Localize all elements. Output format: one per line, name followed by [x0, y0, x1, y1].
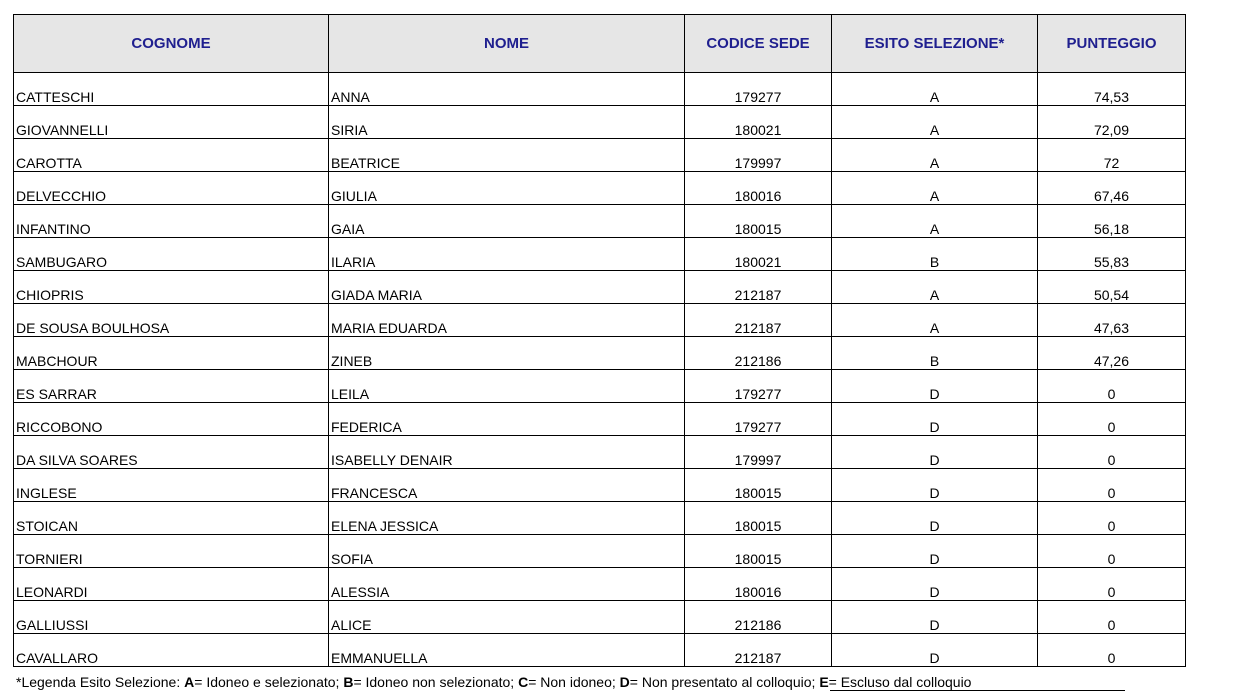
cell-punteggio: 0: [1038, 403, 1186, 436]
legend-note: [16, 674, 971, 690]
table-row: [14, 535, 1186, 568]
legend-key-d: D: [619, 674, 630, 690]
legend-key-a: A: [184, 674, 195, 690]
cell-codice-sede: 180021: [685, 238, 832, 271]
cell-nome: GIADA MARIA: [329, 271, 685, 304]
legend-text-b: = Idoneo non selezionato;: [353, 674, 519, 690]
cell-esito: D: [832, 634, 1038, 667]
cell-punteggio: 55,83: [1038, 238, 1186, 271]
cell-cognome: CAROTTA: [14, 139, 329, 172]
header-cognome: COGNOME: [14, 15, 329, 73]
cell-esito: A: [832, 205, 1038, 238]
table-row: [14, 139, 1186, 172]
legend-key-b: B: [343, 674, 354, 690]
cell-esito: D: [832, 535, 1038, 568]
cell-punteggio: 50,54: [1038, 271, 1186, 304]
cell-cognome: INGLESE: [14, 469, 329, 502]
cell-cognome: INFANTINO: [14, 205, 329, 238]
cell-codice-sede: 179997: [685, 436, 832, 469]
table-row: [14, 271, 1186, 304]
table-row: [14, 403, 1186, 436]
cell-punteggio: 0: [1038, 502, 1186, 535]
cell-cognome: GALLIUSSI: [14, 601, 329, 634]
cell-codice-sede: 180015: [685, 205, 832, 238]
table-row: [14, 370, 1186, 403]
legend-underline: [830, 690, 1125, 691]
legend-key-c: C: [518, 674, 529, 690]
cell-nome: SIRIA: [329, 106, 685, 139]
table-row: [14, 634, 1186, 667]
cell-nome: FRANCESCA: [329, 469, 685, 502]
table-row: [14, 601, 1186, 634]
cell-cognome: DE SOUSA BOULHOSA: [14, 304, 329, 337]
cell-cognome: STOICAN: [14, 502, 329, 535]
cell-codice-sede: 180015: [685, 469, 832, 502]
legend-text-c: = Non idoneo;: [528, 674, 620, 690]
cell-punteggio: 0: [1038, 601, 1186, 634]
cell-codice-sede: 179997: [685, 139, 832, 172]
table-row: [14, 502, 1186, 535]
cell-cognome: CAVALLARO: [14, 634, 329, 667]
table-row: [14, 469, 1186, 502]
cell-punteggio: 0: [1038, 568, 1186, 601]
cell-cognome: LEONARDI: [14, 568, 329, 601]
cell-cognome: CHIOPRIS: [14, 271, 329, 304]
cell-codice-sede: 179277: [685, 403, 832, 436]
cell-codice-sede: 180015: [685, 535, 832, 568]
cell-cognome: DELVECCHIO: [14, 172, 329, 205]
cell-esito: B: [832, 238, 1038, 271]
cell-punteggio: 47,63: [1038, 304, 1186, 337]
cell-nome: ZINEB: [329, 337, 685, 370]
cell-cognome: ES SARRAR: [14, 370, 329, 403]
cell-esito: D: [832, 469, 1038, 502]
legend-text-e: = Escluso dal colloquio: [828, 674, 972, 690]
cell-esito: D: [832, 403, 1038, 436]
table-row: [14, 568, 1186, 601]
legend-text-d: = Non presentato al colloquio;: [629, 674, 820, 690]
cell-esito: A: [832, 172, 1038, 205]
header-esito-selezione: ESITO SELEZIONE*: [832, 15, 1038, 73]
table-row: [14, 172, 1186, 205]
cell-punteggio: 72: [1038, 139, 1186, 172]
table-row: [14, 238, 1186, 271]
cell-esito: D: [832, 370, 1038, 403]
cell-nome: BEATRICE: [329, 139, 685, 172]
cell-nome: GIULIA: [329, 172, 685, 205]
cell-punteggio: 72,09: [1038, 106, 1186, 139]
cell-punteggio: 67,46: [1038, 172, 1186, 205]
cell-esito: D: [832, 601, 1038, 634]
cell-codice-sede: 212187: [685, 271, 832, 304]
cell-nome: EMMANUELLA: [329, 634, 685, 667]
cell-codice-sede: 212186: [685, 337, 832, 370]
table-row: [14, 337, 1186, 370]
cell-cognome: CATTESCHI: [14, 73, 329, 106]
cell-nome: ELENA JESSICA: [329, 502, 685, 535]
cell-esito: D: [832, 502, 1038, 535]
cell-punteggio: 0: [1038, 469, 1186, 502]
header-codice-sede: CODICE SEDE: [685, 15, 832, 73]
header-punteggio: PUNTEGGIO: [1038, 15, 1186, 73]
legend-text-a: = Idoneo e selezionato;: [194, 674, 344, 690]
cell-esito: B: [832, 337, 1038, 370]
cell-punteggio: 47,26: [1038, 337, 1186, 370]
cell-nome: ANNA: [329, 73, 685, 106]
cell-esito: A: [832, 106, 1038, 139]
cell-cognome: SAMBUGARO: [14, 238, 329, 271]
cell-punteggio: 74,53: [1038, 73, 1186, 106]
table-header-row: [14, 15, 1186, 73]
results-table: [13, 14, 1186, 667]
table-row: [14, 436, 1186, 469]
cell-nome: ISABELLY DENAIR: [329, 436, 685, 469]
cell-nome: FEDERICA: [329, 403, 685, 436]
cell-punteggio: 0: [1038, 634, 1186, 667]
cell-codice-sede: 179277: [685, 370, 832, 403]
table-row: [14, 73, 1186, 106]
cell-nome: ALESSIA: [329, 568, 685, 601]
cell-codice-sede: 212186: [685, 601, 832, 634]
cell-nome: MARIA EDUARDA: [329, 304, 685, 337]
cell-esito: D: [832, 568, 1038, 601]
cell-codice-sede: 179277: [685, 73, 832, 106]
cell-codice-sede: 180016: [685, 568, 832, 601]
table-body: [14, 73, 1186, 667]
cell-cognome: TORNIERI: [14, 535, 329, 568]
table-row: [14, 106, 1186, 139]
cell-nome: LEILA: [329, 370, 685, 403]
cell-nome: ILARIA: [329, 238, 685, 271]
legend-key-e: E: [819, 674, 829, 690]
cell-cognome: RICCOBONO: [14, 403, 329, 436]
cell-punteggio: 0: [1038, 370, 1186, 403]
cell-esito: A: [832, 139, 1038, 172]
cell-cognome: MABCHOUR: [14, 337, 329, 370]
cell-nome: ALICE: [329, 601, 685, 634]
cell-cognome: DA SILVA SOARES: [14, 436, 329, 469]
cell-esito: A: [832, 73, 1038, 106]
header-nome: NOME: [329, 15, 685, 73]
cell-punteggio: 0: [1038, 436, 1186, 469]
cell-esito: D: [832, 436, 1038, 469]
cell-codice-sede: 180021: [685, 106, 832, 139]
cell-nome: SOFIA: [329, 535, 685, 568]
cell-punteggio: 56,18: [1038, 205, 1186, 238]
cell-cognome: GIOVANNELLI: [14, 106, 329, 139]
table-row: [14, 304, 1186, 337]
cell-codice-sede: 212187: [685, 304, 832, 337]
cell-codice-sede: 212187: [685, 634, 832, 667]
legend-prefix: *Legenda Esito Selezione:: [16, 674, 185, 690]
cell-codice-sede: 180015: [685, 502, 832, 535]
cell-punteggio: 0: [1038, 535, 1186, 568]
cell-nome: GAIA: [329, 205, 685, 238]
table-row: [14, 205, 1186, 238]
cell-esito: A: [832, 271, 1038, 304]
cell-esito: A: [832, 304, 1038, 337]
cell-codice-sede: 180016: [685, 172, 832, 205]
